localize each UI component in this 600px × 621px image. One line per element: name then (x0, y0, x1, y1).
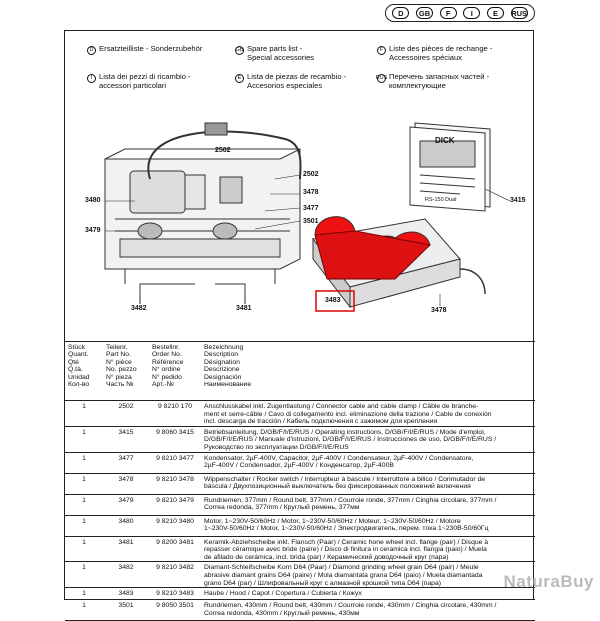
cell-part: 3477 (118, 454, 134, 462)
header-fr-text: Liste des pièces de rechange - Accessoires spéciaux (389, 44, 493, 62)
lang-icon-gb: GB (235, 47, 244, 54)
cell-order: 9 8210 3480 (156, 517, 194, 525)
cell-part: 3478 (118, 475, 134, 483)
callout-3477: 3477 (303, 205, 319, 212)
lang-badge-d: D (392, 7, 409, 19)
motor-frame-drawing (105, 123, 301, 304)
document-frame (64, 30, 534, 617)
cell-qty: 1 (82, 517, 86, 525)
cell-desc: Diamant-Schleifscheibe Korn D64 (Paar) / Diamond grinding wheel grain D64 (pair) / Meule abrasive diamant grains D64 (paire) / Mola diamantata grana D64 (paio) / Muela diamantada grano D64 (par) / Шлифовальный круг с алмазной крошкой типа D64 (пара) (204, 564, 483, 587)
callout-3479: 3479 (85, 227, 101, 234)
cell-desc: Haube / Hood / Capot / Copertura / Cubierta / Кожух (204, 590, 362, 598)
lang-icon-f: F (377, 46, 386, 55)
cell-desc: Rundriemen, 430mm / Round belt, 430mm / Courroie ronde, 430mm / Cinghia circolare, 430mm / Correa redonda, 430mm / Круглый ремень, 430мм (204, 602, 497, 617)
cell-desc: Betriebsanleitung, D/GB/F/I/E/RUS / Operating instructions, D/GB/F/I/E/RUS / Mode d'emploi, D/GB/F/I/E/RUS / Manuale d'istruzioni, D/GB/F/I/E/RUS / Instrucciones de uso, D/GB/F/I/E/RUS / Руководство по эксплуатации D/GB/F/I/E/RUS (204, 428, 497, 451)
callout-3483: 3483 (325, 297, 341, 304)
cell-qty: 1 (82, 428, 86, 436)
lang-badge-gb: GB (416, 7, 433, 19)
parts-table (65, 341, 535, 621)
table-row (65, 401, 535, 427)
lang-badge-e: E (487, 7, 504, 19)
cell-qty: 1 (82, 454, 86, 462)
header-ru (377, 73, 489, 90)
header-fr (377, 45, 492, 62)
cell-desc: Rundriemen, 377mm / Round belt, 377mm / Courroie ronde, 377mm / Cinghia circolare, 377mm / Correa redonda, 377mm / Круглый ремень, 377мм (204, 496, 497, 512)
cell-order: 9 8210 3478 (156, 475, 194, 483)
table-row (65, 427, 535, 453)
cell-part: 2502 (118, 403, 134, 410)
table-row (65, 453, 535, 474)
cell-order: 9 8060 3415 (156, 428, 194, 436)
col-part-header: Teilenr. Part No. N° pièce No. pezzo N° pieza Часть № (106, 344, 137, 389)
table-row (65, 588, 535, 600)
lang-badge-f: F (440, 7, 457, 19)
cell-order: 9 8210 3482 (156, 564, 194, 572)
lang-icon-i: I (87, 74, 96, 83)
table-header (65, 341, 535, 401)
cell-part: 3501 (118, 602, 134, 610)
cell-qty: 1 (82, 538, 86, 546)
table-row (65, 495, 535, 516)
watermark-logo: NaturaBuy (503, 572, 594, 591)
lang-badge-rus: RUS (511, 8, 528, 18)
sharpener-drawing (313, 217, 485, 307)
manual-brand: DICK (435, 136, 455, 145)
table-row (65, 516, 535, 537)
table-row (65, 537, 535, 563)
lang-icon-rus: RUS (375, 75, 388, 82)
exploded-view-illustration (65, 119, 535, 341)
cell-qty: 1 (82, 403, 86, 410)
cell-order: 9 8210 170 (157, 403, 193, 410)
manual-model: RS-150 Dual (425, 197, 457, 203)
callout-3478-left: 3478 (303, 189, 319, 196)
callout-2502-top: 2502 (215, 147, 231, 154)
cell-qty: 1 (82, 590, 86, 598)
lang-icon-d: D (87, 46, 96, 55)
cell-desc: Kondensator, 2µF-400V, Capacitor, 2µF-400V / Condensateur, 2µF-400V / Condensatore, 2µF-400V / Condensador, 2µF-400V / Конденсатор, 2µF-400В (204, 454, 474, 470)
header-ru-text: Перечень запасных частей - комплектующие (389, 72, 490, 90)
col-qty-header: Stück Quant. Qté Q.tà. Unidad Кол-во (68, 344, 90, 389)
header-it-text: Lista dei pezzi di ricambio - accessori particolari (99, 72, 191, 90)
cell-order: 9 8210 3479 (156, 496, 194, 504)
cell-part: 3415 (118, 428, 134, 436)
cell-part: 3482 (118, 564, 134, 572)
lang-badge-i: I (463, 7, 480, 19)
callout-3482: 3482 (131, 305, 147, 312)
cell-qty: 1 (82, 564, 86, 572)
header-it (87, 73, 191, 90)
cell-qty: 1 (82, 475, 86, 483)
callout-3501: 3501 (303, 218, 319, 225)
callout-3478-right: 3478 (431, 307, 447, 314)
cell-part: 3481 (118, 538, 134, 546)
cell-order: 9 8210 3477 (156, 454, 194, 462)
table-row (65, 600, 535, 621)
col-order-header: Bestellnr. Order No. Référence N° ordine N° pedido Арт.-№ (152, 344, 184, 389)
cell-part: 3480 (118, 517, 134, 525)
callout-3480: 3480 (85, 197, 101, 204)
header-de-text: Ersatzteilliste - Sonderzubehör (99, 44, 203, 53)
cell-desc: Wippenschalter / Rocker switch / Interrupteur à bascule / Interruttore a bilico / Conmutador de báscula / Двухпозиционный выключатель без фиксированных положений включения (204, 475, 486, 491)
cell-qty: 1 (82, 602, 86, 610)
header-es-text: Lista de piezas de recambio - Accesorios especiales (247, 72, 347, 90)
cell-part: 3479 (118, 496, 134, 504)
cell-desc: Keramik-Abziehscheibe inkl. Flansch (Paar) / Ceramic hone wheel incl. flange (pair) / Disque à repasser céramique avec bride (paire) / Disco di finitura in ceramica incl. flangia (paio) / Muela de afilado de cerámica, incl. brida (par) / Керамический доводочный круг (пара) (204, 538, 489, 561)
header-en-text: Spare parts list - Special accessories (247, 44, 315, 62)
lang-icon-e: E (235, 74, 244, 83)
header-en (235, 45, 314, 62)
header-es (235, 73, 346, 90)
cell-desc: Anschlusskabel inkl. Zugentlastung / Connector cable and cable clamp / Câble de branche- ment et serre-câble / Cavo di collegamento incl. eliminazione della trazione / Cable de conexión incl. descarga de tracción / Кабель подключения с зажимом для крепления (204, 403, 492, 426)
cell-part: 3483 (118, 590, 134, 598)
table-row (65, 562, 535, 588)
callout-2502: 2502 (303, 171, 319, 178)
header-de (87, 45, 202, 55)
callout-3481: 3481 (236, 305, 252, 312)
cell-order: 9 8050 3501 (156, 602, 194, 610)
table-row (65, 474, 535, 495)
cell-order: 9 8200 3481 (156, 538, 194, 546)
col-desc-header: Bezeichnung Description Désignation Descrizione Designación Наименование (204, 344, 252, 389)
cell-desc: Motor, 1~230V-50/60Hz / Motor, 1~230V-50/60Hz / Moteur, 1~230V-50/60Hz / Motore 1~230V-50/60Hz / Motor, 1~230V-50/60Hz / Электродвигатель, перем. тока 1~230В-50/60Гц (204, 517, 489, 533)
callout-3415: 3415 (510, 197, 526, 204)
language-selector (385, 4, 535, 22)
cell-order: 9 8210 3483 (156, 590, 194, 598)
cell-qty: 1 (82, 496, 86, 504)
